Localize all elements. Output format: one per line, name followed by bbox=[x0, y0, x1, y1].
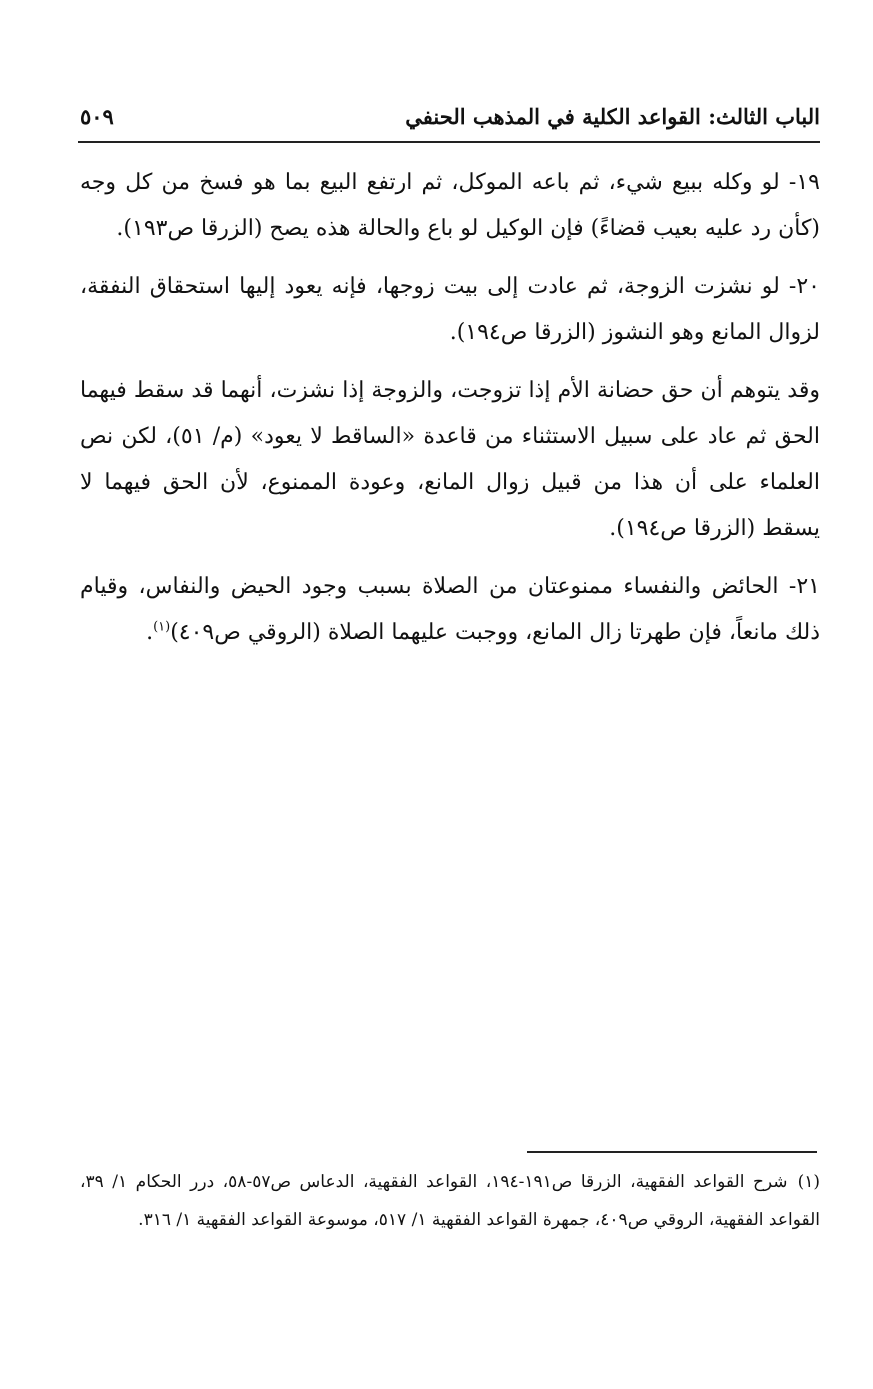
page-number: ٥٠٩ bbox=[80, 104, 114, 129]
footnote-reference[interactable]: (١) bbox=[153, 619, 171, 635]
paragraph-21-text: ٢١- الحائض والنفساء ممنوعتان من الصلاة بسبب وجود الحيض والنفاس، وقيام ذلك مانعاً، فإن طهرتا زال المانع، ووجبت عليهما الصلاة (الروقي ص٤٠٩) bbox=[80, 574, 820, 645]
paragraph-21-end: . bbox=[146, 620, 154, 645]
footnote-number: (١) bbox=[797, 1172, 820, 1192]
footnote-divider bbox=[527, 1151, 817, 1153]
footnotes bbox=[80, 1163, 820, 1239]
footnote-text: شرح القواعد الفقهية، الزرقا ص١٩١-١٩٤، القواعد الفقهية، الدعاس ص٥٧-٥٨، درر الحكام ١/ ٣٩، القواعد الفقهية، الروقي ص٤٠٩، جمهرة القواعد الفقهية ١/ ٥١٧، موسوعة القواعد الفقهية ١/ ٣١٦. bbox=[80, 1172, 820, 1230]
running-header bbox=[78, 100, 820, 138]
paragraph-note: وقد يتوهم أن حق حضانة الأم إذا تزوجت، والزوجة إذا نشزت، أنهما قد سقط فيهما الحق ثم عاد على سبيل الاستثناء من قاعدة «الساقط لا يعود» (م/ ٥١)، لكن نص العلماء على أن هذا من قبيل زوال المانع، وعودة الممنوع، لأن الحق فيهما لا يسقط (الزرقا ص١٩٤). bbox=[80, 378, 820, 541]
footnote-1 bbox=[80, 1163, 820, 1239]
chapter-title: الباب الثالث: القواعد الكلية في المذهب الحنفي bbox=[405, 104, 820, 129]
paragraph-21 bbox=[80, 564, 820, 656]
paragraph-20: ٢٠- لو نشزت الزوجة، ثم عادت إلى بيت زوجها، فإنه يعود إليها استحقاق النفقة، لزوال المانع وهو النشوز (الزرقا ص١٩٤). bbox=[80, 274, 820, 345]
header-divider bbox=[78, 141, 820, 143]
paragraph-19: ١٩- لو وكله ببيع شيء، ثم باعه الموكل، ثم ارتفع البيع بما هو فسخ من كل وجه (كأن رد عليه بعيب قضاءً) فإن الوكيل لو باع والحالة هذه يصح (الزرقا ص١٩٣). bbox=[80, 170, 820, 241]
main-text bbox=[80, 160, 820, 668]
